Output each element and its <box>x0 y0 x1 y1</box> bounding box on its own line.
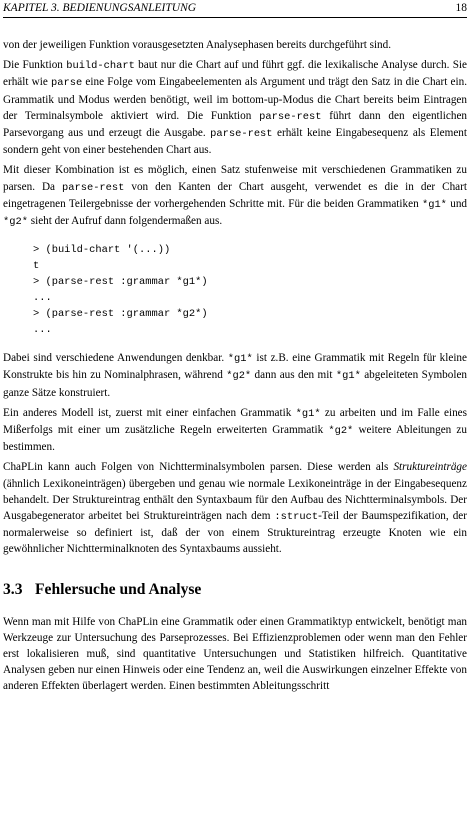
page-number: 18 <box>455 2 467 14</box>
inline-code: *g2* <box>328 425 354 438</box>
inline-code: parse-rest <box>62 181 125 194</box>
inline-code: parse-rest <box>259 110 322 123</box>
running-header <box>3 0 467 16</box>
inline-code: *g1* <box>227 353 253 366</box>
inline-code: *g2* <box>226 370 252 383</box>
paragraph-6: ChaPLin kann auch Folgen von Nichtterminalsymbolen parsen. Diese werden als Struktureinträge (ähnlich Lexikoneinträgen) übergeben und genau wie normale Lexikoneinträge in der Eingabesequenz behandelt. Der Struktureintrag enthält den Syntaxbaum für den Aufbau des Nichtterminalsymbols. Der Ausgabegenerator arbeitet bei Struktureinträgen nach dem :struct-Teil der Baumspezifikation, der normalerweise so definiert ist, daß der von einem Struktureintrag erzeugte Knoten wie ein gewöhnlicher Nichtterminalknoten des Syntaxbaums aussieht. <box>3 461 467 556</box>
paragraph-2: Die Funktion build-chart baut nur die Chart auf und führt ggf. die lexikalische Analyse durch. Sie erhält wie parse eine Folge vom Eingabeelementen als Argument und trägt den Satz in die Chart ein. Grammatik und Modus werden benötigt, weil im bottom-up-Modus die Chart bereits beim Eintragen der Terminalsymbole aktiviert wird. Die Funktion parse-rest führt dann den eigentlichen Parsevorgang aus und erzeugt die Ausgabe. parse-rest erhält keine Eingabesequenz als Element sondern geht von einer bestehenden Chart aus. <box>3 59 468 157</box>
paragraph-7: Wenn man mit Hilfe von ChaPLin eine Grammatik oder einen Grammatiktyp entwickelt, benötigt man Werkzeuge zur Untersuchung des Parseprozesses. Bei Effizienzproblemen oder wenn man den Fehler erst lokalisieren muß, sind quantitative Untersuchungen und Statistiken hilfreich. Quantitative Analysen geben nur einen Hinweis oder eine Tendenz an, weil die Auswirkungen einzelner Effekte von anderen Effekten überlagert werden. Einen bestimmten Ableitungsschritt <box>3 615 467 693</box>
section-heading <box>3 580 467 600</box>
section-number: 3.3 <box>3 580 23 598</box>
inline-code: parse <box>51 77 83 90</box>
emphasis: Struktureinträge <box>393 461 467 474</box>
chapter-heading: KAPITEL 3. BEDIENUNGSANLEITUNG <box>3 2 197 14</box>
inline-code: *g2* <box>3 216 28 229</box>
paragraph-1: von der jeweiligen Funktion vorausgesetzten Analysephasen bereits durchgeführt sind. <box>3 39 392 51</box>
code-example: > (build-chart '(...)) t > (parse-rest :grammar *g1*) ... > (parse-rest :grammar *g2*) ... <box>33 244 208 337</box>
paragraph-3: Mit dieser Kombination ist es möglich, einen Satz stufenweise mit verschiedenen Grammatiken zu parsen. Da parse-rest von den Kanten der Chart ausgeht, verwendet es die in der Chart eingetragenen Teilergebnisse der vorhergehenden Schritte mit. Für die beiden Grammatiken *g1* und *g2* sieht der Aufruf dann folgendermaßen aus. <box>3 164 468 229</box>
document-page <box>3 0 467 695</box>
inline-code: parse-rest <box>210 128 273 141</box>
inline-code: *g1* <box>421 198 447 211</box>
paragraph-5: Ein anderes Modell ist, zuerst mit einer einfachen Grammatik *g1* zu arbeiten und im Falle eines Mißerfolgs mit einer um zusätzliche Regeln erweiterten Grammatik *g2* weitere Ableitungen zu bestimmen. <box>3 406 467 454</box>
paragraph-4: Dabei sind verschiedene Anwendungen denkbar. *g1* ist z.B. eine Grammatik mit Regeln für kleine Konstrukte bis hin zu Nominalphrasen, während *g2* dann aus den mit *g1* abgeleiteten Symbolen ganze Sätze konstruiert. <box>3 352 468 399</box>
header-rule <box>3 17 467 18</box>
inline-code: build-chart <box>66 60 135 73</box>
inline-code: *g1* <box>335 370 361 383</box>
inline-code: :struct <box>274 511 319 524</box>
inline-code: *g1* <box>295 407 321 420</box>
section-title: Fehlersuche und Analyse <box>35 580 202 598</box>
